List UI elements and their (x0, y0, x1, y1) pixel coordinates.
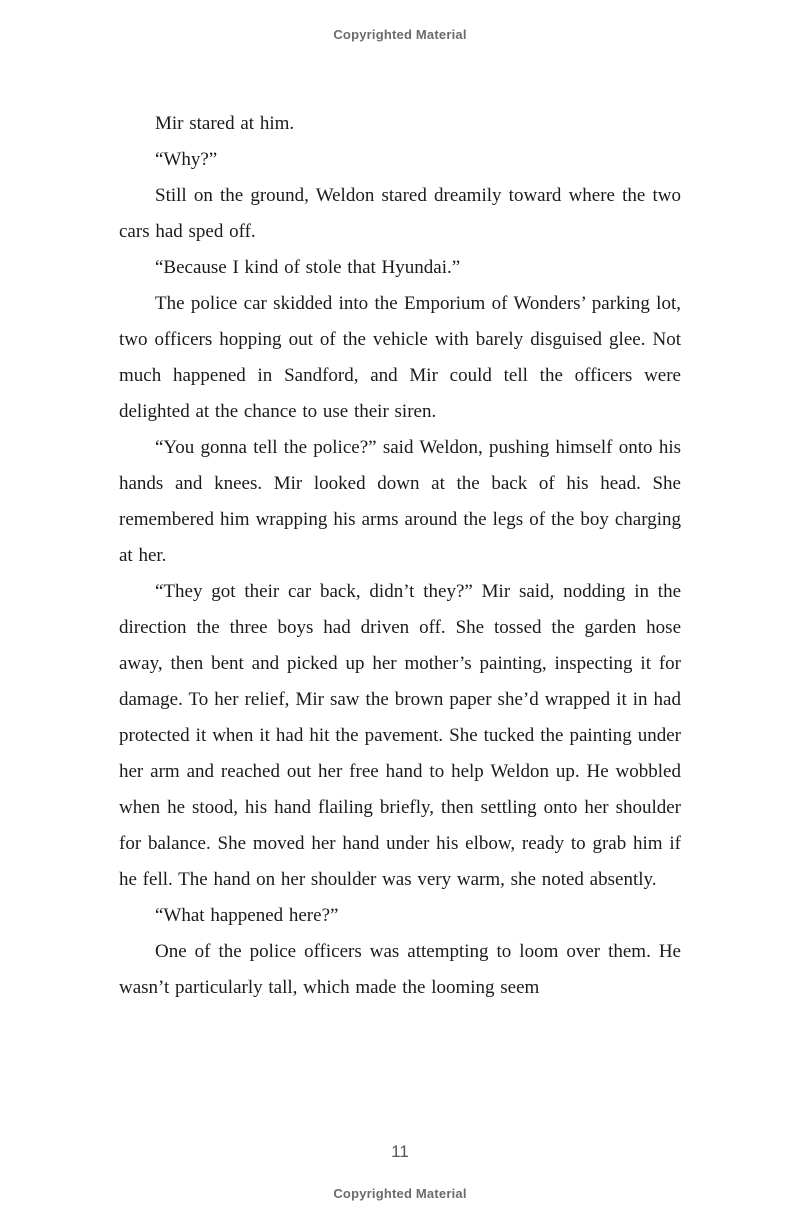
paragraph: “What happened here?” (155, 905, 339, 926)
paragraph: The police car skidded into the Emporium of Wonders’ parking lot, two officers hopping out of the vehicle with barely disguised glee. Not much happened in Sandford, and Mir could tell the officers were delighted at the chance to use their siren. (119, 293, 681, 422)
paragraph: “You gonna tell the police?” said Weldon, pushing himself onto his hands and knees. Mir looked down at the back of his head. She remembered him wrapping his arms around the legs of the boy charging at her. (119, 437, 681, 566)
paragraph: Still on the ground, Weldon stared dreamily toward where the two cars had sped off. (119, 185, 681, 242)
paragraph: One of the police officers was attempting to loom over them. He wasn’t particularly tall, which made the looming seem (119, 941, 681, 998)
page-number: 11 (391, 1142, 409, 1161)
paragraph: “Because I kind of stole that Hyundai.” (155, 257, 461, 278)
paragraph: Mir stared at him. (155, 113, 295, 134)
copyright-notice-top: Copyrighted Material (333, 27, 467, 42)
paragraph: “Why?” (155, 149, 218, 170)
copyright-notice-bottom: Copyrighted Material (333, 1186, 467, 1201)
page-body (119, 106, 681, 1006)
paragraph: “They got their car back, didn’t they?” Mir said, nodding in the direction the three boys had driven off. She tossed the garden hose away, then bent and picked up her mother’s painting, inspecting it for damage. To her relief, Mir saw the brown paper she’d wrapped it in had protected it when it had hit the pavement. She tucked the painting under her arm and reached out her free hand to help Weldon up. He wobbled when he stood, his hand flailing briefly, then settling onto her shoulder for balance. She moved her hand under his elbow, ready to grab him if he fell. The hand on her shoulder was very warm, she noted absently. (119, 581, 681, 890)
